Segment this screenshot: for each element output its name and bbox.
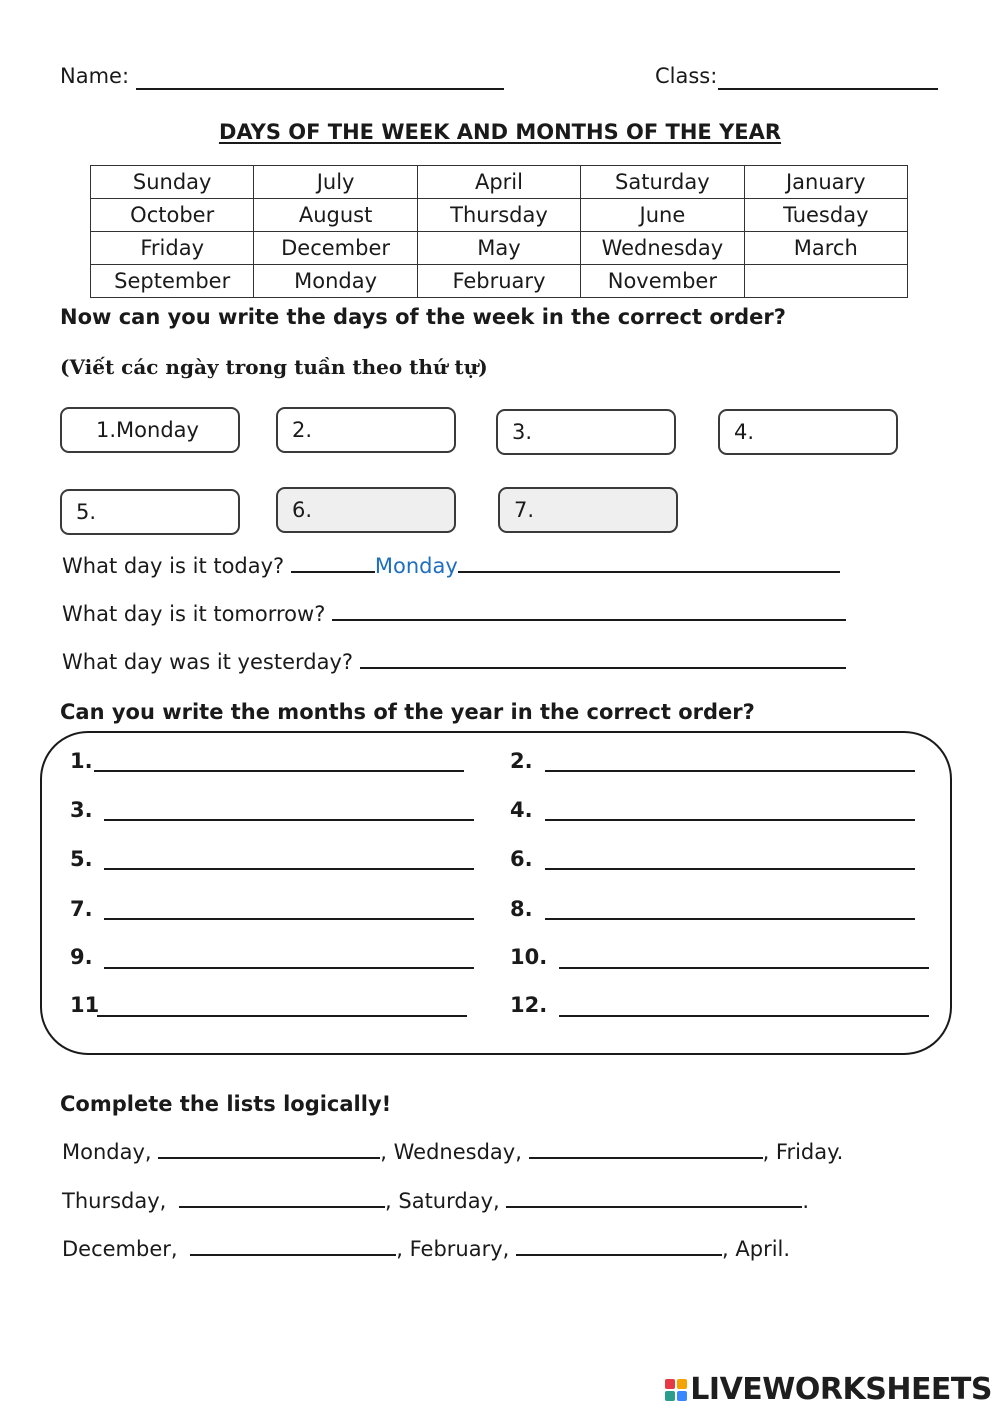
month-field-1[interactable] xyxy=(94,770,464,772)
class-label: Class: xyxy=(655,64,718,88)
list-field[interactable] xyxy=(506,1205,802,1208)
days-instruction: Now can you write the days of the week in the correct order? xyxy=(60,305,786,329)
table-cell: Tuesday xyxy=(744,199,907,232)
month-field-4[interactable] xyxy=(545,819,915,821)
table-cell: February xyxy=(417,265,580,298)
list-line-2 xyxy=(62,1189,809,1213)
logo-square xyxy=(665,1379,675,1389)
table-cell: October xyxy=(91,199,254,232)
days-instruction-vi: (Viết các ngày trong tuần theo thứ tự) xyxy=(60,355,488,379)
month-field-3[interactable] xyxy=(104,819,474,821)
question-today xyxy=(62,554,840,578)
table-cell: May xyxy=(417,232,580,265)
month-number: 8. xyxy=(510,897,533,921)
day-box-2[interactable]: 2. xyxy=(276,407,456,453)
table-cell: December xyxy=(254,232,417,265)
table-row xyxy=(91,166,908,199)
name-label: Name: xyxy=(60,64,130,88)
tomorrow-answer-field[interactable] xyxy=(332,618,846,621)
month-number: 12. xyxy=(510,993,548,1017)
list-text: . xyxy=(802,1189,810,1213)
list-text: , Wednesday, xyxy=(380,1140,522,1164)
list-text: , April. xyxy=(722,1237,791,1261)
day-box-1[interactable]: 1.Monday xyxy=(60,407,240,453)
month-number: 6. xyxy=(510,847,533,871)
list-line-1 xyxy=(62,1140,843,1164)
months-frame xyxy=(40,731,952,1055)
month-field-6[interactable] xyxy=(545,868,915,870)
table-cell: Thursday xyxy=(417,199,580,232)
today-answer[interactable]: Monday xyxy=(374,554,458,578)
liveworksheets-icon xyxy=(665,1379,687,1401)
day-box-3[interactable]: 3. xyxy=(496,409,676,455)
word-table xyxy=(90,165,908,298)
page-title: DAYS OF THE WEEK AND MONTHS OF THE YEAR xyxy=(218,120,782,144)
table-row xyxy=(91,265,908,298)
list-text: Thursday, xyxy=(62,1189,167,1213)
table-cell: April xyxy=(417,166,580,199)
month-number: 7. xyxy=(70,897,93,921)
table-row xyxy=(91,199,908,232)
table-cell: June xyxy=(581,199,744,232)
month-field-10[interactable] xyxy=(559,967,929,969)
question-tomorrow xyxy=(62,602,846,626)
month-number: 5. xyxy=(70,847,93,871)
answer-line xyxy=(291,570,375,573)
month-number: 11 xyxy=(70,993,100,1017)
day-box-7[interactable]: 7. xyxy=(498,487,678,533)
logo-square xyxy=(677,1391,687,1401)
table-cell: March xyxy=(744,232,907,265)
list-text: , Saturday, xyxy=(385,1189,500,1213)
answer-line xyxy=(458,570,840,573)
yesterday-answer-field[interactable] xyxy=(360,666,846,669)
list-field[interactable] xyxy=(529,1156,763,1159)
list-field[interactable] xyxy=(190,1253,396,1256)
logo-square xyxy=(677,1379,687,1389)
table-row xyxy=(91,232,908,265)
month-number: 2. xyxy=(510,749,533,773)
list-field[interactable] xyxy=(179,1205,385,1208)
list-field[interactable] xyxy=(158,1156,380,1159)
list-text: , February, xyxy=(396,1237,510,1261)
table-cell: Friday xyxy=(91,232,254,265)
table-cell: January xyxy=(744,166,907,199)
list-field[interactable] xyxy=(516,1253,722,1256)
brand-logo xyxy=(665,1372,992,1407)
table-cell xyxy=(744,265,907,298)
day-box-6[interactable]: 6. xyxy=(276,487,456,533)
question-today-text: What day is it today? xyxy=(62,554,285,578)
month-field-7[interactable] xyxy=(104,918,474,920)
question-tomorrow-text: What day is it tomorrow? xyxy=(62,602,326,626)
table-cell: Monday xyxy=(254,265,417,298)
table-cell: November xyxy=(581,265,744,298)
list-text: December, xyxy=(62,1237,178,1261)
month-field-5[interactable] xyxy=(104,868,474,870)
month-field-8[interactable] xyxy=(545,918,915,920)
table-cell: Wednesday xyxy=(581,232,744,265)
month-field-9[interactable] xyxy=(104,967,474,969)
day-box-4[interactable]: 4. xyxy=(718,409,898,455)
month-field-12[interactable] xyxy=(559,1015,929,1017)
table-cell: July xyxy=(254,166,417,199)
months-instruction: Can you write the months of the year in the correct order? xyxy=(60,700,755,724)
month-field-11[interactable] xyxy=(97,1015,467,1017)
question-yesterday xyxy=(62,650,846,674)
logo-square xyxy=(665,1391,675,1401)
day-box-5[interactable]: 5. xyxy=(60,489,240,535)
lists-instruction: Complete the lists logically! xyxy=(60,1092,392,1116)
month-number: 10. xyxy=(510,945,548,969)
list-text: , Friday. xyxy=(762,1140,844,1164)
list-line-3 xyxy=(62,1237,790,1261)
table-cell: August xyxy=(254,199,417,232)
class-field[interactable] xyxy=(718,88,938,90)
question-yesterday-text: What day was it yesterday? xyxy=(62,650,354,674)
table-cell: Sunday xyxy=(91,166,254,199)
month-number: 9. xyxy=(70,945,93,969)
table-cell: Saturday xyxy=(581,166,744,199)
list-text: Monday, xyxy=(62,1140,152,1164)
table-cell: September xyxy=(91,265,254,298)
brand-text: LIVEWORKSHEETS xyxy=(690,1372,992,1407)
name-field[interactable] xyxy=(136,88,504,90)
month-number: 1. xyxy=(70,749,93,773)
month-field-2[interactable] xyxy=(545,770,915,772)
month-number: 4. xyxy=(510,798,533,822)
month-number: 3. xyxy=(70,798,93,822)
